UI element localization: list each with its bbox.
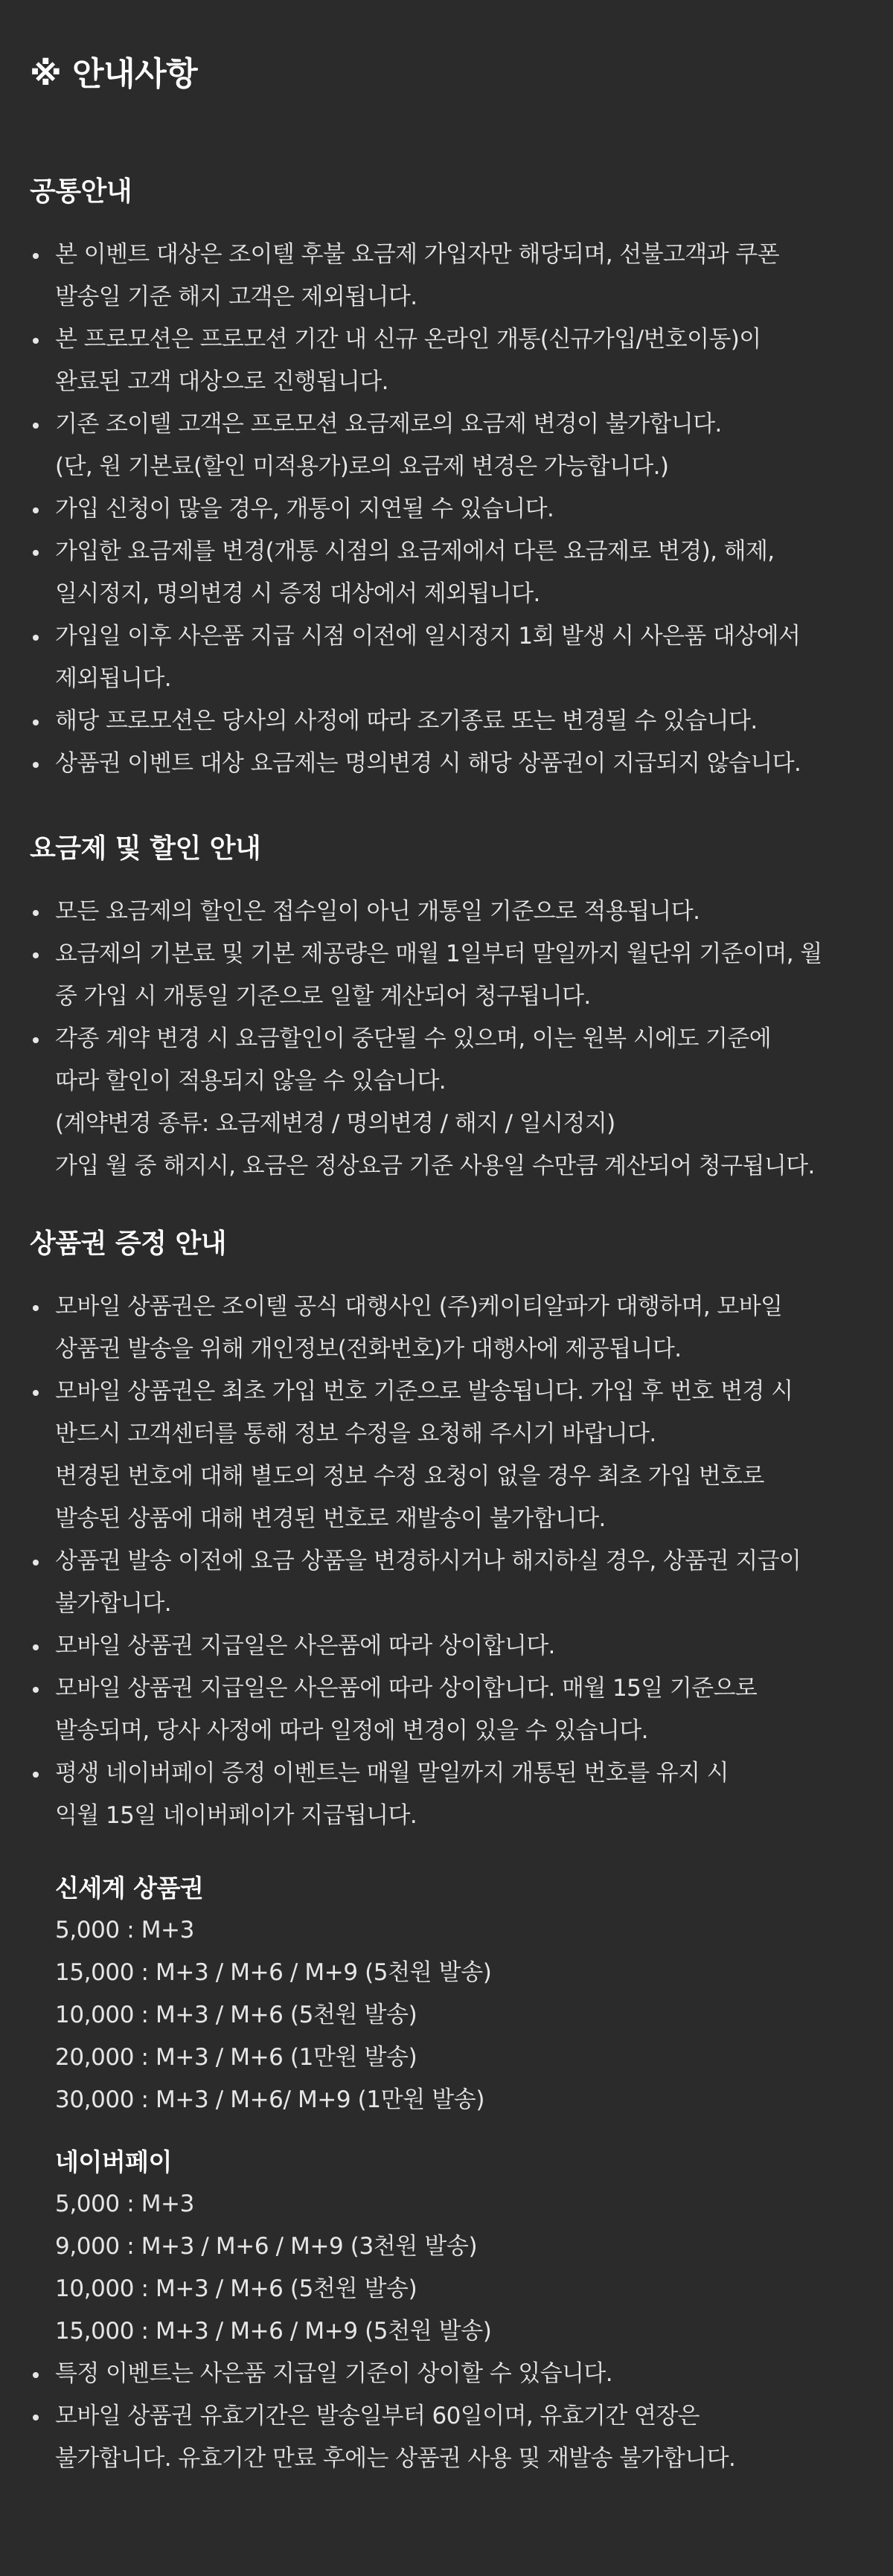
voucher-line: 15,000 : M+3 / M+6 / M+9 (5천원 발송)	[55, 1959, 492, 1986]
list-item: 상품권 발송 이전에 요금 상품을 변경하시거나 해지하실 경우, 상품권 지급이 불가합니다.	[30, 1540, 863, 1625]
common-notice-list	[30, 234, 863, 785]
gift-tail-list	[30, 2353, 863, 2480]
section-title-gift: 상품권 증정 안내	[30, 1228, 226, 1259]
list-item: 기존 조이텔 고객은 프로모션 요금제로의 요금제 변경이 불가합니다. (단, 원 기본료(할인 미적용가)로의 요금제 변경은 가능합니다.)	[30, 403, 863, 488]
list-item: 가입한 요금제를 변경(개통 시점의 요금제에서 다른 요금제로 변경), 해제, 일시정지, 명의변경 시 증정 대상에서 제외됩니다.	[30, 531, 863, 615]
naverpay-title: 네이버페이	[55, 2147, 172, 2176]
list-item: 모바일 상품권 지급일은 사은품에 따라 상이합니다.	[30, 1625, 863, 1667]
voucher-line: 15,000 : M+3 / M+6 / M+9 (5천원 발송)	[55, 2318, 492, 2345]
plan-discount-section	[30, 830, 863, 1188]
list-item: 요금제의 기본료 및 기본 제공량은 매월 1일부터 말일까지 월단위 기준이며, 월 중 가입 시 개통일 기준으로 일할 계산되어 청구됩니다.	[30, 933, 863, 1018]
list-item: 모든 요금제의 할인은 접수일이 아닌 개통일 기준으로 적용됩니다.	[30, 891, 863, 933]
list-item: 본 이벤트 대상은 조이텔 후불 요금제 가입자만 해당되며, 선불고객과 쿠폰 발송일 기준 해지 고객은 제외됩니다.	[30, 234, 863, 318]
list-item: 상품권 이벤트 대상 요금제는 명의변경 시 해당 상품권이 지급되지 않습니다.	[30, 743, 863, 785]
list-item: 본 프로모션은 프로모션 기간 내 신규 온라인 개통(신규가입/번호이동)이 완료된 고객 대상으로 진행됩니다.	[30, 318, 863, 403]
list-item: 가입일 이후 사은품 지급 시점 이전에 일시정지 1회 발생 시 사은품 대상에서 제외됩니다.	[30, 615, 863, 700]
list-item: 각종 계약 변경 시 요금할인이 중단될 수 있으며, 이는 원복 시에도 기준에 따라 할인이 적용되지 않을 수 있습니다. (계약변경 종류: 요금제변경 / 명의변경 / 해지 / 일시정지) 가입 월 중 해지시, 요금은 정상요금 기준 사용일 수만큼 계산되어 청구됩니다.	[30, 1018, 863, 1188]
common-notice-section	[30, 173, 863, 785]
naverpay-block	[30, 2141, 863, 2353]
voucher-line: 20,000 : M+3 / M+6 (1만원 발송)	[55, 2044, 417, 2071]
list-item: 모바일 상품권 유효기간은 발송일부터 60일이며, 유효기간 연장은 불가합니다. 유효기간 만료 후에는 상품권 사용 및 재발송 불가합니다.	[30, 2395, 863, 2480]
list-item: 특정 이벤트는 사은품 지급일 기준이 상이할 수 있습니다.	[30, 2353, 863, 2395]
voucher-line: 30,000 : M+3 / M+6/ M+9 (1만원 발송)	[55, 2086, 485, 2113]
list-item: 모바일 상품권은 조이텔 공식 대행사인 (주)케이티알파가 대행하며, 모바일 상품권 발송을 위해 개인정보(전화번호)가 대행사에 제공됩니다.	[30, 1286, 863, 1371]
voucher-line: 5,000 : M+3	[55, 2191, 194, 2217]
voucher-line: 10,000 : M+3 / M+6 (5천원 발송)	[55, 2002, 417, 2028]
list-item: 모바일 상품권 지급일은 사은품에 따라 상이합니다. 매월 15일 기준으로 발송되며, 당사 사정에 따라 일정에 변경이 있을 수 있습니다.	[30, 1667, 863, 1752]
voucher-line: 5,000 : M+3	[55, 1917, 194, 1944]
gift-voucher-section	[30, 1225, 863, 2480]
section-title-plan: 요금제 및 할인 안내	[30, 833, 261, 864]
list-item: 가입 신청이 많을 경우, 개통이 지연될 수 있습니다.	[30, 488, 863, 531]
plan-notice-list	[30, 891, 863, 1188]
shinsegae-voucher-title: 신세계 상품권	[55, 1874, 204, 1903]
section-title-common: 공통안내	[30, 176, 132, 207]
voucher-line: 9,000 : M+3 / M+6 / M+9 (3천원 발송)	[55, 2233, 478, 2260]
page-title: ※ 안내사항	[30, 55, 198, 93]
list-item: 해당 프로모션은 당사의 사정에 따라 조기종료 또는 변경될 수 있습니다.	[30, 700, 863, 743]
list-item: 모바일 상품권은 최초 가입 번호 기준으로 발송됩니다. 가입 후 번호 변경 시 반드시 고객센터를 통해 정보 수정을 요청해 주시기 바랍니다. 변경된 번호에 대해 별도의 정보 수정 요청이 없을 경우 최초 가입 번호로 발송된 상품에 대해 변경된 번호로 재발송이 불가합니다.	[30, 1371, 863, 1540]
voucher-line: 10,000 : M+3 / M+6 (5천원 발송)	[55, 2275, 417, 2302]
gift-notice-list	[30, 1286, 863, 1837]
list-item: 평생 네이버페이 증정 이벤트는 매월 말일까지 개통된 번호를 유지 시 익월 15일 네이버페이가 지급됩니다.	[30, 1752, 863, 1837]
shinsegae-voucher-block	[30, 1867, 863, 2121]
